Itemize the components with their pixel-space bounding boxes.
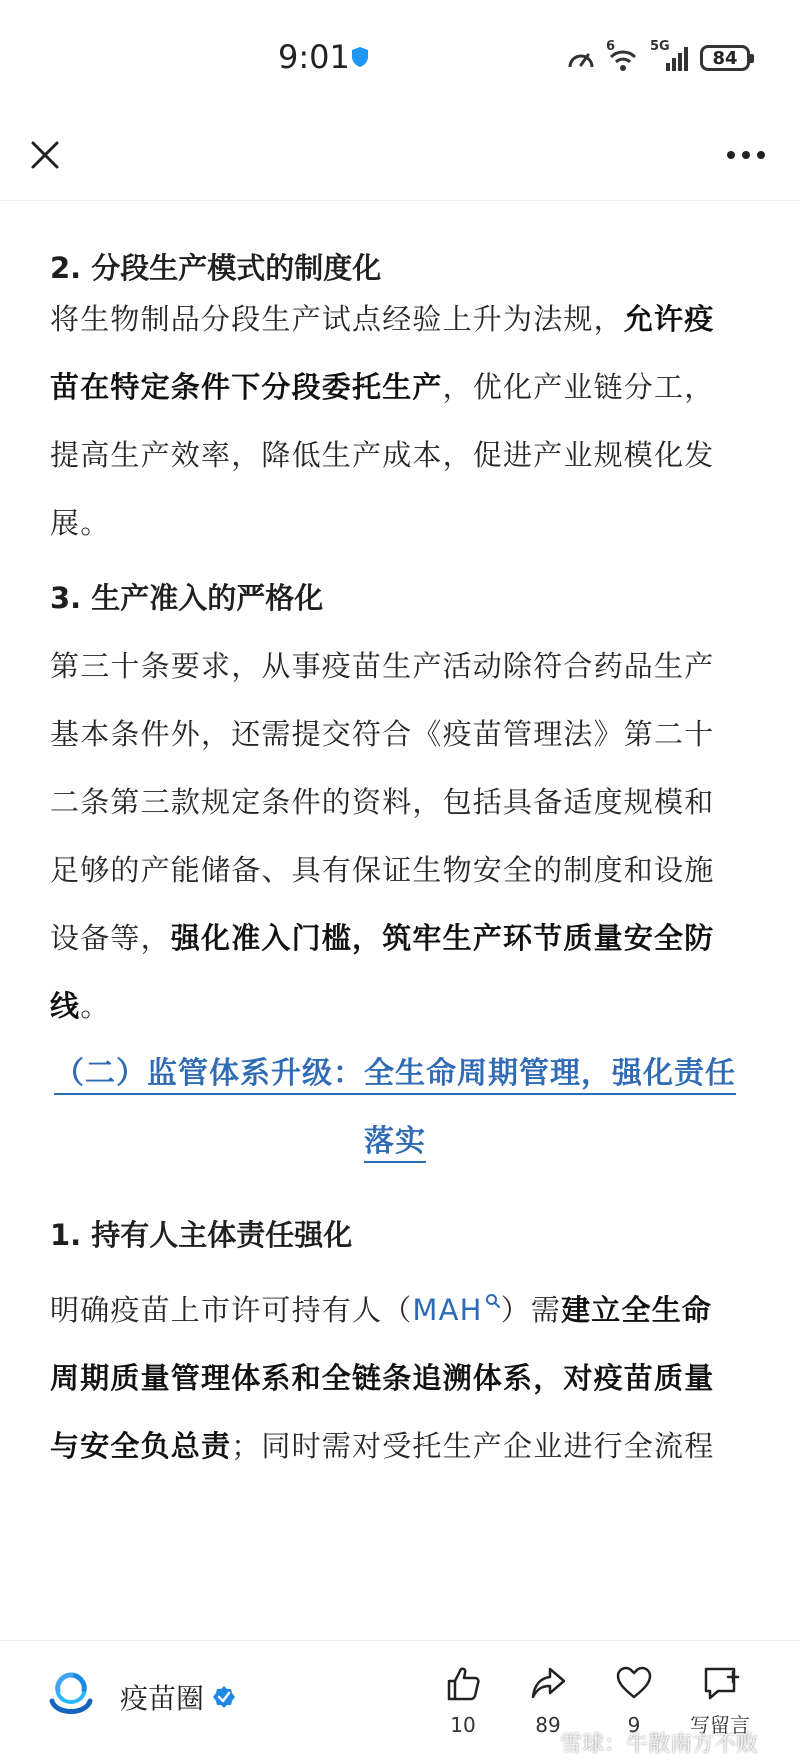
status-time: 9:01	[278, 38, 350, 76]
author-label[interactable]: 疫苗圈	[120, 1682, 205, 1715]
section-title-link[interactable]: （二）监管体系升级：全生命周期管理，强化责任落实	[54, 1056, 736, 1159]
para3-text-a: 明确疫苗上市许可持有人（	[50, 1293, 413, 1327]
more-button[interactable]	[716, 130, 776, 180]
shield-icon	[350, 46, 370, 68]
like-count: 10	[450, 1713, 476, 1737]
paragraph-production-access	[50, 632, 740, 1040]
para1-bold: 允许疫苗在特定条件下分段委托生产	[50, 302, 715, 404]
para3-text-b: ）需	[500, 1293, 562, 1327]
top-nav	[0, 110, 800, 201]
subheading-production-access: 3. 生产准入的严格化	[50, 581, 324, 615]
para1-text-c: ，优化产业链分工，提高生产效率，降低生产成本，促进产业规模化发展。	[50, 370, 715, 540]
comment-add-icon	[700, 1663, 740, 1703]
author-name[interactable]	[120, 1677, 236, 1717]
like-button[interactable]	[423, 1663, 503, 1753]
share-icon	[528, 1663, 568, 1703]
mah-link[interactable]	[412, 1293, 500, 1327]
close-button[interactable]	[20, 130, 70, 180]
para2-text-a: 第三十条要求，从事疫苗生产活动除符合药品生产基本条件外，还需提交符合《疫苗管理法》第二十二条第三款规定条件的资料，包括具备适度规模和足够的产能储备、具有保证生物安全的制度和设施设备等，	[50, 649, 715, 955]
verified-badge-icon	[212, 1685, 236, 1709]
battery-icon: 84	[700, 45, 750, 71]
section-title-regulation[interactable]	[50, 1040, 740, 1176]
author-logo-icon[interactable]	[46, 1671, 96, 1721]
status-icons	[566, 40, 750, 76]
para2-bold: 强化准入门槛，筑牢生产环节质量安全防线	[50, 921, 715, 1023]
close-icon	[29, 139, 61, 171]
favorite-count: 9	[627, 1713, 641, 1737]
search-icon[interactable]	[485, 1293, 501, 1309]
para3-bold: 建立全生命周期质量管理体系和全链条追溯体系，对疫苗质量与安全负总责	[50, 1293, 715, 1463]
heart-icon	[614, 1663, 654, 1703]
signal-icon	[650, 39, 690, 73]
comment-label: 写留言	[690, 1713, 750, 1737]
speed-icon	[566, 45, 596, 71]
thumbs-up-icon	[443, 1663, 483, 1703]
wifi-icon	[606, 39, 640, 73]
subheading-holder-responsibility: 1. 持有人主体责任强化	[50, 1218, 353, 1252]
paragraph-holder-responsibility	[50, 1276, 740, 1480]
watermark: 雪球：牛散南方不败	[560, 1732, 759, 1757]
more-icon	[726, 150, 766, 160]
para2-text-c: 。	[80, 989, 111, 1023]
paragraph-segmented-production	[50, 285, 740, 557]
wifi-version: 6	[606, 39, 616, 54]
network-type: 5G	[650, 39, 670, 54]
share-count: 89	[535, 1713, 561, 1737]
bottom-bar	[0, 1640, 800, 1761]
subheading-segmented-production: 2. 分段生产模式的制度化	[50, 251, 382, 285]
para3-text-d: ；同时需对受托生产企业进行全流程	[231, 1429, 715, 1463]
para1-text-a: 将生物制品分段生产试点经验上升为法规，	[50, 302, 624, 336]
mah-term[interactable]: MAH	[412, 1293, 483, 1327]
status-bar	[0, 0, 800, 110]
